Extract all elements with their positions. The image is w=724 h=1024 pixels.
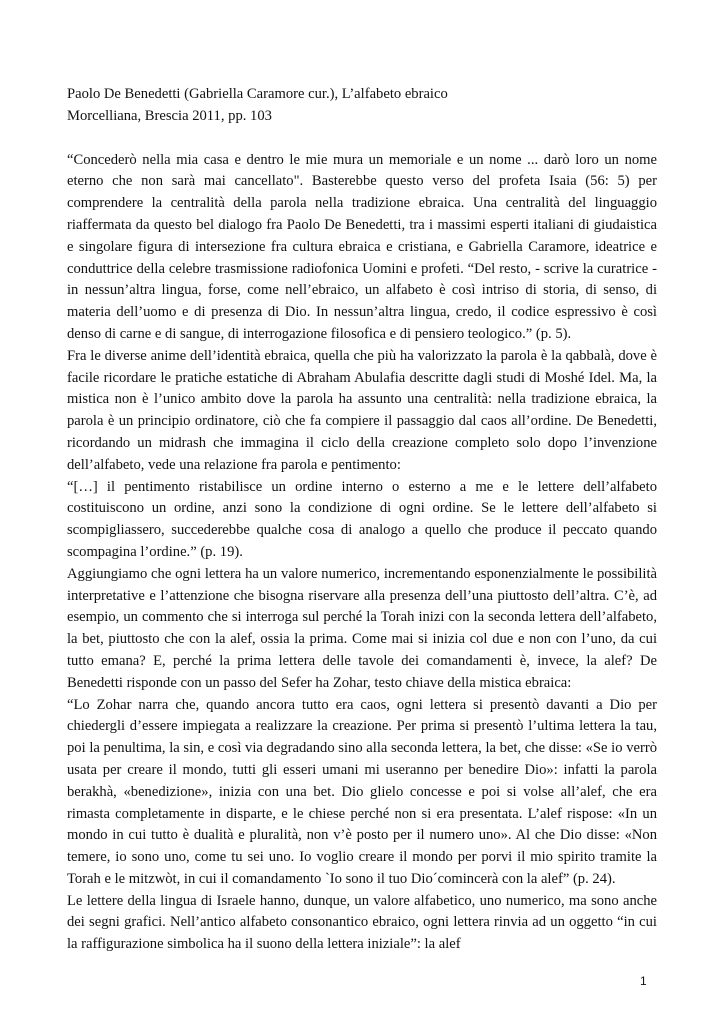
- book-citation: [67, 84, 657, 128]
- page-number: 1: [640, 974, 647, 988]
- document-page: [67, 84, 657, 956]
- paragraph-numeric-value: Aggiungiamo che ogni lettera ha un valore numerico, incrementando esponenzialmente le possibilità interpretative e l’attenzione che bisogna riservare alla presenza dell’una piuttosto dell’altra. C’è, ad esempio, un commento che si interroga sul perché la Torah inizi con la seconda lettera dell’alfabeto, la bet, piuttosto che con la alef, ossia la prima. Come mai si inizia col due e non con l’uno, da cui tutto emana? E, perché la prima lettera delle tavole dei comandamenti è, invece, la alef? De Benedetti risponde con un passo del Sefer ha Zohar, testo chiave della mistica ebraica:: [67, 565, 657, 691]
- citation-author-title: Paolo De Benedetti (Gabriella Caramore cur.), L’alfabeto ebraico: [67, 86, 448, 102]
- citation-publisher: Morcelliana, Brescia 2011, pp. 103: [67, 107, 272, 124]
- paragraph-identity: Fra le diverse anime dell’identità ebraica, quella che più ha valorizzato la parola è la qabbalà, dove è facile ricordare le pratiche estatiche di Abraham Abulafia descritte dagli studi di Moshé Idel. Ma, la mistica non è l’unico ambito dove la parola ha assunto una centralità: nella tradizione ebraica, la parola è un principio ordinatore, ciò che fa compiere il passaggio dal caos all’ordine. De Benedetti, ricordando un midrash che immagina il ciclo della creazione completo solo dopo l’invenzione dell’alfabeto, vede una relazione fra parola e pentimento:: [67, 347, 657, 473]
- paragraph-intro: “Concederò nella mia casa e dentro le mie mura un memoriale e un nome ... darò loro un nome eterno che non sarà mai cancellato". Basterebbe questo verso del profeta Isaia (56: 5) per comprendere la centralità della parola nella tradizione ebraica. Una centralità del linguaggio riaffermata da questo bel dialogo fra Paolo De Benedetti, tra i massimi esperti italiani di giudaistica e singolare figura di intersezione fra cultura ebraica e cristiana, e Gabriella Caramore, ideatrice e conduttrice della celebre trasmissione radiofonica Uomini e profeti. “Del resto, - scrive la curatrice - in nessun’altra lingua, forse, come nell’ebraico, un alfabeto è così intriso di storia, di senso, di materia dell’uomo e di presenza di Dio. In nessun’altra lingua, credo, il codice espressivo è così denso di carne e di sangue, di interrogazione filosofica e di pensiero teologico.” (p. 5).: [67, 151, 657, 342]
- quote-zohar: “Lo Zohar narra che, quando ancora tutto era caos, ogni lettera si presentò davanti a Dio per chiedergli d’essere impiegata a realizzare la creazione. Per prima si presentò l’ultima lettera la tau, poi la penultima, la sin, e così via degradando sino alla seconda lettera, la bet, che disse: «Se io verrò usata per creare il mondo, tutti gli esseri umani mi useranno per benedire Dio»: infatti la parola berakhà, «benedizione», inizia con una bet. Dio glielo concesse e poi si volse all’alef, che era rimasta completamente in disparte, e le chiese perché non si era presentata. L’alef rispose: «In un mondo in cui tutto è dualità e pluralità, non v’è posto per il numero uno». Al che Dio disse: «Non temere, io sono uno, come tu sei uno. Io voglio creare il mondo per porvi il mio spirito tramite la Torah e le mitzwòt, in cui il comandamento `Io sono il tuo Dio´comincerà con la alef” (p. 24).: [67, 696, 657, 887]
- paragraph-letters: Le lettere della lingua di Israele hanno, dunque, un valore alfabetico, uno numerico, ma sono anche dei segni grafici. Nell’antico alfabeto consonantico ebraico, ogni lettera rinvia ad un oggetto “in cui la raffigurazione simbolica ha il suono della lettera iniziale”: la alef: [67, 892, 657, 953]
- quote-pentimento: “[…] il pentimento ristabilisce un ordine interno o esterno a me e le lettere dell’alfabeto costituiscono un ordine, anzi sono la condizione di ogni ordine. Se le lettere dell’alfabeto si scompigliassero, succederebbe qualche cosa di analogo a quello che produce il peccato quando scompagina l’ordine.” (p. 19).: [67, 478, 657, 560]
